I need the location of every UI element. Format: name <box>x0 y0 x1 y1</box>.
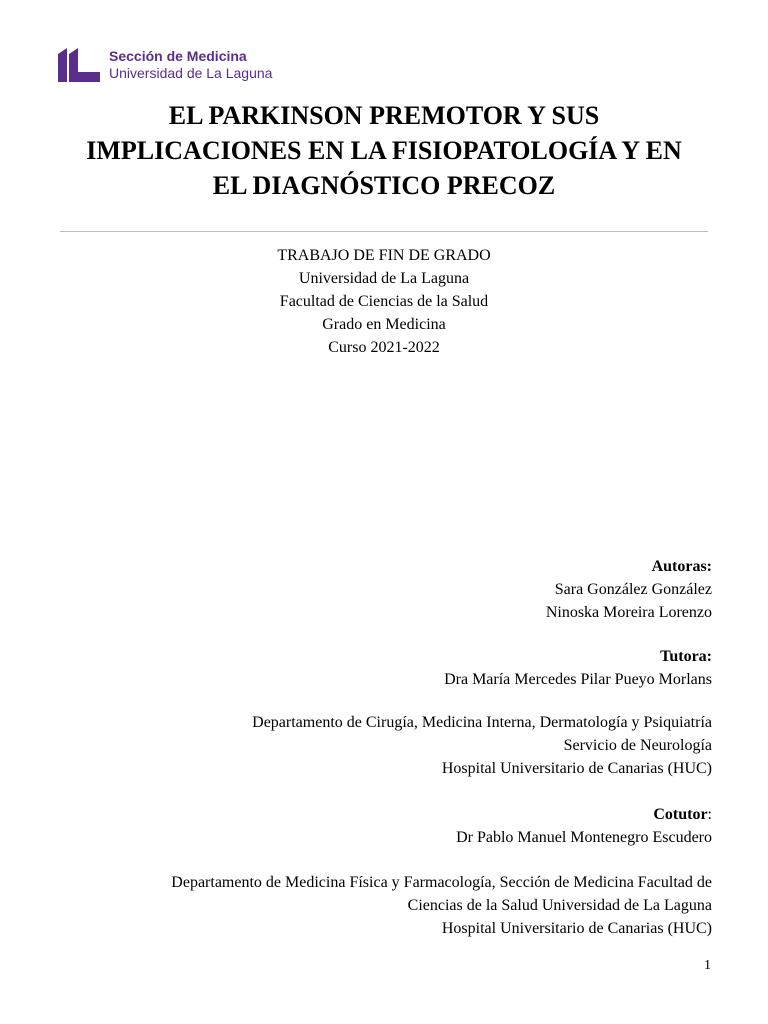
authors-block <box>32 555 712 624</box>
logo-line-1: Sección de Medicina <box>109 48 247 64</box>
degree-name: Grado en Medicina <box>322 316 446 333</box>
cotutor-heading: Cotutor <box>653 806 708 823</box>
thesis-type: TRABAJO DE FIN DE GRADO <box>277 247 491 264</box>
logo-line-2: Universidad de La Laguna <box>109 65 273 81</box>
university-name: Universidad de La Laguna <box>298 270 470 287</box>
document-title <box>40 98 728 203</box>
thesis-info <box>84 244 684 359</box>
university-logo <box>58 48 272 82</box>
title-line-1: EL PARKINSON PREMOTOR Y SUS <box>168 101 600 130</box>
tutor-department: Departamento de Cirugía, Medicina Interna, Dermatología y Psiquiatría <box>252 714 712 731</box>
tutor-hospital: Hospital Universitario de Canarias (HUC) <box>441 760 712 777</box>
academic-year: Curso 2021-2022 <box>328 339 440 356</box>
cotutor-name: Dr Pablo Manuel Montenegro Escudero <box>456 829 712 846</box>
title-line-3: EL DIAGNÓSTICO PRECOZ <box>212 171 556 200</box>
university-logo-icon <box>58 48 100 82</box>
tutor-name: Dra María Mercedes Pilar Pueyo Morlans <box>444 671 712 688</box>
title-divider <box>60 231 708 232</box>
cotutor-heading-line <box>32 803 712 826</box>
tutor-block <box>32 645 712 691</box>
cotutor-department: Departamento de Medicina Física y Farmacología, Sección de Medicina Facultad de <box>171 874 712 891</box>
author-name: Sara González González <box>554 581 712 598</box>
faculty-name: Facultad de Ciencias de la Salud <box>279 293 489 310</box>
authors-heading: Autoras: <box>651 558 712 575</box>
title-line-2: IMPLICACIONES EN LA FISIOPATOLOGÍA Y EN <box>86 136 682 165</box>
tutor-heading: Tutora: <box>660 648 712 665</box>
cotutor-colon: : <box>707 806 712 823</box>
cotutor-block <box>32 803 712 849</box>
tutor-affiliation <box>32 711 712 780</box>
page-number: 1 <box>704 958 711 973</box>
cotutor-hospital: Hospital Universitario de Canarias (HUC) <box>441 920 712 937</box>
cotutor-department-cont: Ciencias de la Salud Universidad de La Laguna <box>407 897 712 914</box>
logo-text <box>109 48 272 82</box>
tutor-service: Servicio de Neurología <box>563 737 712 754</box>
author-name: Ninoska Moreira Lorenzo <box>545 604 712 621</box>
cotutor-affiliation <box>32 871 712 940</box>
